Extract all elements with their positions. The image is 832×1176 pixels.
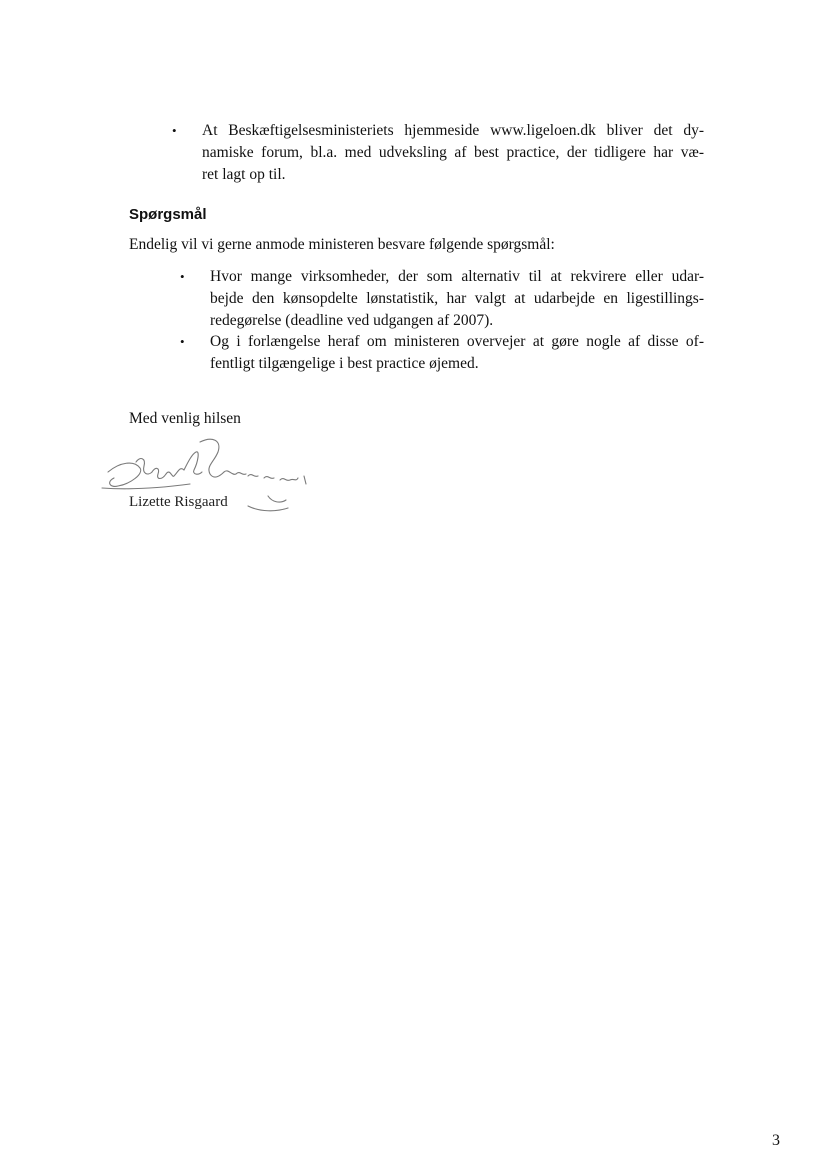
text-line: At Beskæftigelsesministeriets hjemmeside www.ligeloen.dk bliver det dy- xyxy=(202,122,704,139)
question-text xyxy=(210,331,704,375)
bullet-text xyxy=(202,120,704,186)
page-number: 3 xyxy=(772,1132,780,1149)
text-line: redegørelse (deadline ved udgangen af 2007). xyxy=(210,312,494,329)
section-heading: Spørgsmål xyxy=(129,206,207,223)
text-line: bejde den kønsopdelte lønstatistik, har valgt at udarbejde en ligestillings- xyxy=(210,290,704,307)
closing-greeting: Med venlig hilsen xyxy=(129,410,241,427)
question-item xyxy=(180,266,704,332)
question-item xyxy=(180,331,704,375)
text-line: Og i forlængelse heraf om ministeren overvejer at gøre nogle af disse of- xyxy=(210,333,704,350)
text-line: Hvor mange virksomheder, der som alternativ til at rekvirere eller udar- xyxy=(210,268,704,285)
bullet-icon: • xyxy=(172,123,177,138)
question-text xyxy=(210,266,704,332)
bullet-item-intro xyxy=(172,120,704,186)
text-line: fentligt tilgængelige i best practice øjemed. xyxy=(210,355,479,372)
bullet-icon: • xyxy=(180,269,185,284)
text-line: ret lagt op til. xyxy=(202,166,286,183)
signatory-name: Lizette Risgaard xyxy=(129,494,228,510)
section-intro: Endelig vil vi gerne anmode ministeren besvare følgende spørgsmål: xyxy=(129,236,555,253)
bullet-icon: • xyxy=(180,334,185,349)
text-line: namiske forum, bl.a. med udveksling af best practice, der tidligere har væ- xyxy=(202,144,704,161)
